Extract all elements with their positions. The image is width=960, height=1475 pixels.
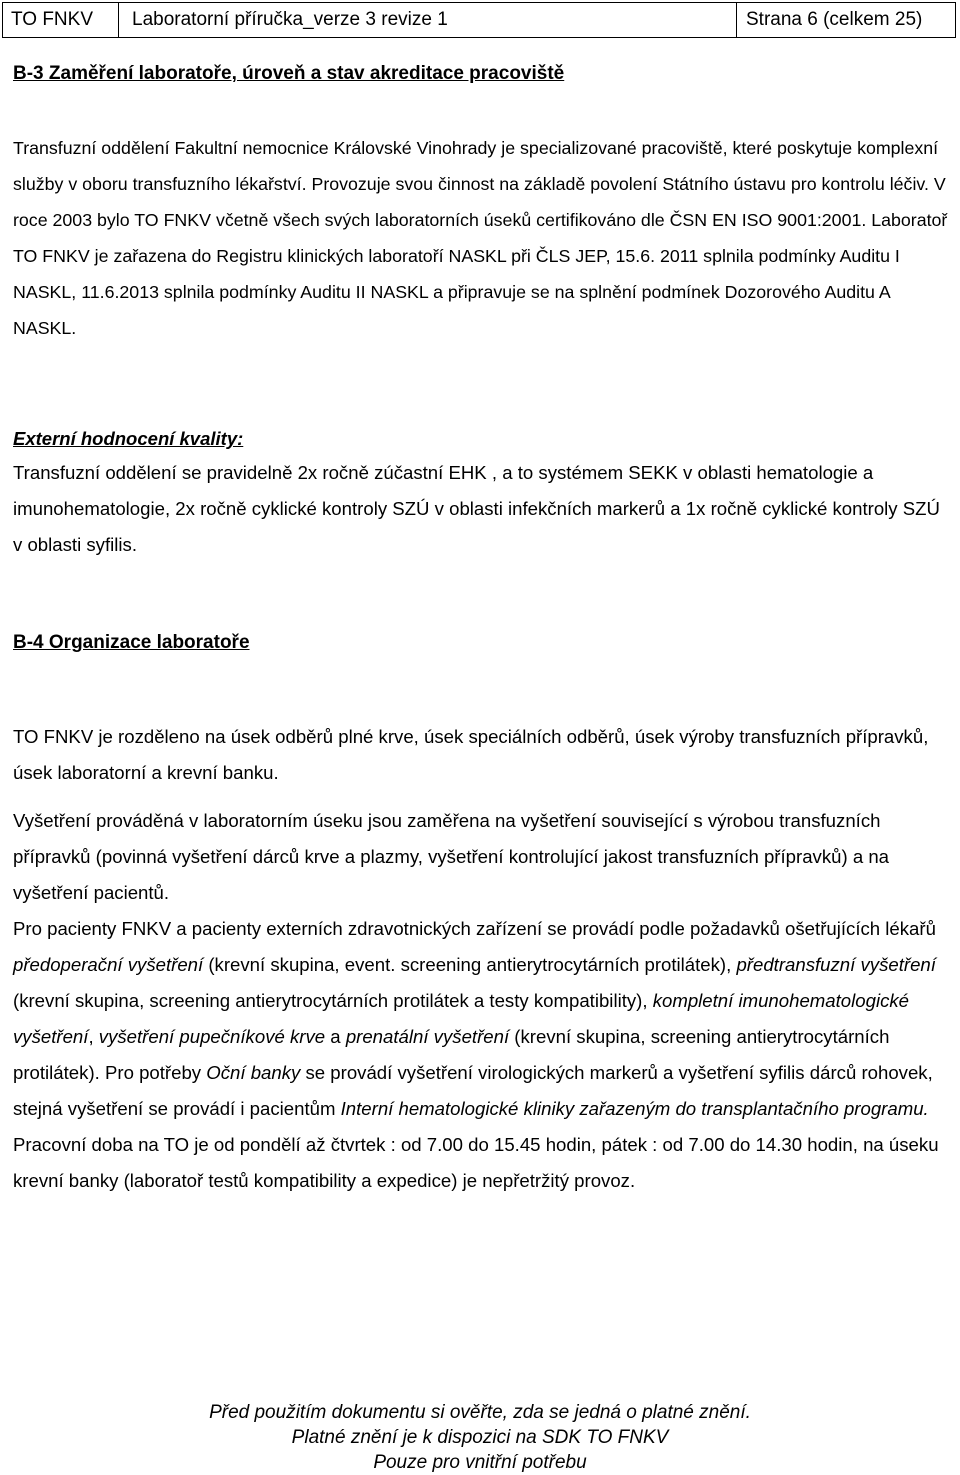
section-b4-paragraph-2: Vyšetření prováděná v laboratorním úseku jsou zaměřena na vyšetření související s výrobou transfuzních přípravků (povinná vyšetření dárců krve a plazmy, vyšetření kontrolující jakost transfuzních přípravků) a na vyšetření pacientů. xyxy=(13,810,890,903)
eqa-title: Externí hodnocení kvality: xyxy=(13,428,244,449)
footer-line-1: Před použitím dokumentu si ověřte, zda se jedná o platné znění. xyxy=(209,1402,751,1423)
eqa-paragraph: Transfuzní oddělení se pravidelně 2x ročně zúčastní EHK , a to systémem SEKK v oblasti hematologie a imunohematologie, 2x ročně cyklické kontroly SZÚ v oblasti infekčních markerů a 1x ročně cyklické kontroly SZÚ v oblasti syfilis. xyxy=(13,462,940,555)
section-b4-paragraph-3: Pro pacienty FNKV a pacienty externích zdravotnických zařízení se provádí podle požadavků ošetřujících lékařů předoperační vyšetření (krevní skupina, event. screening antierytrocytárních protilátek), předtransfuzní vyšetření (krevní skupina, screening antierytrocytárních protilátek a testy kompatibility), kompletní imunohematologické vyšetření, vyšetření pupečníkové krve a prenatální vyšetření (krevní skupina, screening antierytrocytárních protilátek). Pro potřeby Oční banky se provádí vyšetření virologických markerů a vyšetření syfilis dárců rohovek, stejná vyšetření se provádí i pacientům Interní hematologické kliniky zařazeným do transplantačního programu. Pracovní doba na TO je od pondělí až čtvrtek : od 7.00 do 15.45 hodin, pátek : od 7.00 do 14.30 hodin, na úseku krevní banky (laboratoř testů kompatibility a expedice) je nepřetržitý provoz. xyxy=(13,918,939,1191)
header-page-number: Strana 6 (celkem 25) xyxy=(746,9,923,30)
section-b3-paragraph: Transfuzní oddělení Fakultní nemocnice Královské Vinohrady je specializované pracoviště, které poskytuje komplexní služby v oboru transfuzního lékařství. Provozuje svou činnost na základě povolení Státního ústavu pro kontrolu léčiv. V roce 2003 bylo TO FNKV včetně všech svých laboratorních úseků certifikováno dle ČSN EN ISO 9001:2001. Laboratoř TO FNKV je zařazena do Registru klinických laboratoří NASKL při ČLS JEP, 15.6. 2011 splnila podmínky Auditu I NASKL, 11.6.2013 splnila podmínky Auditu II NASKL a připravuje se na splnění podmínek Dozorového Auditu A NASKL. xyxy=(13,138,948,338)
header-org: TO FNKV xyxy=(3,3,119,37)
footer-line-3: Pouze pro vnitřní potřebu xyxy=(373,1452,587,1473)
page-footer xyxy=(0,1400,960,1475)
section-b3-title: B-3 Zaměření laboratoře, úroveň a stav akreditace pracoviště xyxy=(13,63,565,84)
page-header xyxy=(2,2,956,38)
footer-line-2: Platné znění je k dispozici na SDK TO FNKV xyxy=(291,1427,669,1448)
section-b4-paragraph-1: TO FNKV je rozděleno na úsek odběrů plné krve, úsek speciálních odběrů, úsek výroby transfuzních přípravků, úsek laboratorní a krevní banku. xyxy=(13,726,929,783)
section-b4-title: B-4 Organizace laboratoře xyxy=(13,632,250,653)
header-doc-title: Laboratorní příručka_verze 3 revize 1 xyxy=(119,3,737,37)
